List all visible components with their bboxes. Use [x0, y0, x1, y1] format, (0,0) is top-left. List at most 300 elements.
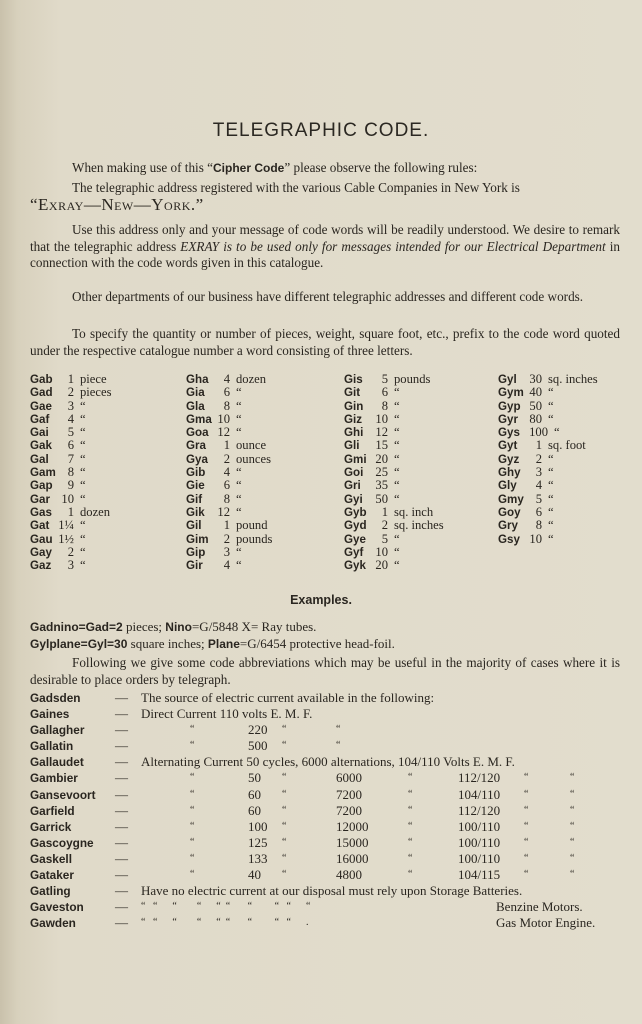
code-quantity: 2	[67, 385, 74, 400]
code-quantity: 8	[223, 398, 230, 413]
abbreviation-code: Gaveston	[30, 900, 84, 915]
code-quantity: 12	[375, 425, 388, 440]
code-word: Gif	[186, 492, 203, 506]
code-unit: “	[394, 438, 400, 453]
code-quantity: 1	[535, 438, 542, 453]
code-quantity: 1	[381, 504, 388, 519]
code-row	[186, 400, 336, 413]
abbreviation-description: Benzine Motors.	[496, 899, 583, 915]
dash: —	[115, 850, 128, 866]
code-quantity: 10	[61, 491, 74, 506]
abbreviation-cell: “	[282, 788, 287, 800]
abbreviation-cell: 60	[248, 802, 261, 818]
abbreviation-row	[30, 738, 630, 754]
abbreviation-cell: “	[282, 804, 287, 816]
code-quantity: 10	[375, 411, 388, 426]
code-row	[186, 533, 336, 546]
abbreviation-row	[30, 835, 630, 851]
code-quantity: 12	[217, 504, 230, 519]
abbreviation-code: Gawden	[30, 916, 76, 931]
code-row	[344, 546, 494, 559]
code-row	[498, 453, 642, 466]
abbreviation-cell: “	[190, 820, 195, 832]
abbreviation-cell: “	[524, 869, 529, 881]
code-word: Gae	[30, 399, 52, 413]
code-unit: “	[548, 504, 554, 519]
code-quantity: 10	[529, 531, 542, 546]
code-quantity: 25	[375, 465, 388, 480]
dash: —	[115, 899, 128, 915]
abbreviation-code: Garfield	[30, 803, 75, 818]
code-unit: “	[548, 491, 554, 506]
code-unit: “	[236, 411, 242, 426]
code-row	[186, 506, 336, 519]
code-unit: “	[394, 398, 400, 413]
code-unit: “	[394, 491, 400, 506]
example-text: =G/6454 protective head-foil.	[239, 636, 395, 651]
code-row	[344, 373, 494, 386]
code-unit: “	[236, 465, 242, 480]
abbreviation-cell: 12000	[336, 818, 369, 834]
abbreviation-cell: “	[524, 788, 529, 800]
code-quantity: 8	[535, 518, 542, 533]
abbreviation-cell: “	[408, 788, 413, 800]
abbreviation-cell: “	[570, 804, 575, 816]
telegraphic-address	[30, 197, 620, 215]
abbreviation-cell: “	[570, 788, 575, 800]
code-unit: “	[394, 558, 400, 573]
abbreviation-code: Gaines	[30, 707, 70, 722]
code-row	[344, 533, 494, 546]
code-unit: “	[548, 518, 554, 533]
dash: —	[115, 706, 128, 722]
code-quantity: 6	[223, 385, 230, 400]
code-word: Gip	[186, 545, 206, 559]
code-row	[186, 426, 336, 439]
abbreviation-row	[30, 787, 630, 803]
abbreviation-cell: “	[524, 804, 529, 816]
code-unit: “	[236, 398, 242, 413]
code-word: Gyb	[344, 505, 367, 519]
abbreviation-cell: 112/120	[458, 802, 501, 818]
abbreviation-code: Gambier	[30, 771, 78, 786]
code-unit: “	[80, 465, 86, 480]
code-unit: “	[80, 478, 86, 493]
code-word: Gim	[186, 532, 209, 546]
code-unit: “	[548, 385, 554, 400]
code-word: Gat	[30, 519, 50, 533]
code-word: Gap	[30, 479, 53, 493]
code-word: Gma	[186, 412, 212, 426]
code-quantity: 1	[223, 518, 230, 533]
code-quantity: 4	[535, 478, 542, 493]
abbreviation-cell: “	[190, 788, 195, 800]
code-quantity: 5	[381, 372, 388, 386]
code-word: Gla	[186, 399, 205, 413]
code-quantity: 9	[67, 478, 74, 493]
p3-italic: EXRAY is to be used only for messages intended for our Electrical Department	[180, 238, 606, 254]
code-row	[498, 519, 642, 532]
code-row	[30, 400, 180, 413]
code-word: Gie	[186, 479, 205, 493]
code-quantity: 2	[535, 451, 542, 466]
abbreviation-code: Gaskell	[30, 851, 72, 866]
code-quantity: 10	[375, 544, 388, 559]
abbreviation-cell: “	[190, 772, 195, 784]
abbreviation-description: Alternating Current 50 cycles, 6000 alternations, 104/110 Volts E. M. F.	[141, 754, 515, 770]
code-row	[186, 413, 336, 426]
abbreviation-cell: “	[190, 740, 195, 752]
code-word: Gmi	[344, 452, 367, 466]
example-line-1	[30, 619, 620, 635]
code-quantity: 8	[223, 491, 230, 506]
abbreviation-cell: “	[408, 820, 413, 832]
abbreviation-cell: 4800	[336, 867, 362, 883]
code-word: Gyd	[344, 519, 367, 533]
code-unit: “	[236, 425, 242, 440]
code-quantity: 3	[223, 544, 230, 559]
code-quantity: 2	[223, 531, 230, 546]
code-row	[30, 479, 180, 492]
ditto-marks: “ “ “ “ “ “ “ “ “ .	[141, 917, 309, 929]
code-row	[344, 479, 494, 492]
code-quantity: 6	[381, 385, 388, 400]
abbreviation-cell: “	[408, 869, 413, 881]
code-quantity: 3	[67, 558, 74, 573]
code-row	[30, 546, 180, 559]
code-row	[344, 439, 494, 452]
code-row	[498, 386, 642, 399]
code-row	[498, 413, 642, 426]
code-unit: “	[394, 531, 400, 546]
abbreviation-row	[30, 883, 630, 899]
code-unit: pieces	[80, 385, 112, 400]
code-quantity: 2	[381, 518, 388, 533]
abbreviation-cell: 100/110	[458, 818, 501, 834]
code-unit: “	[548, 478, 554, 493]
abbreviation-code: Gallatin	[30, 739, 74, 754]
abbreviation-cell: “	[190, 724, 195, 736]
abbreviation-cell: “	[524, 772, 529, 784]
code-word: Gyl	[498, 373, 517, 386]
cipher-code-label: Cipher Code	[213, 161, 285, 175]
code-unit: sq. inches	[548, 372, 598, 386]
code-quantity: 7	[67, 451, 74, 466]
code-row	[498, 373, 642, 386]
code-word: Gyf	[344, 545, 364, 559]
abbreviation-cell: 50	[248, 770, 261, 786]
example-code: Nino	[165, 620, 192, 634]
code-unit: “	[394, 544, 400, 559]
abbreviation-cell: “	[336, 740, 341, 752]
code-quantity: 6	[223, 478, 230, 493]
code-row	[186, 559, 336, 572]
code-row	[344, 413, 494, 426]
dash: —	[115, 786, 128, 802]
dash: —	[115, 867, 128, 883]
code-row	[498, 493, 642, 506]
abbreviation-cell: 100/110	[458, 850, 501, 866]
abbreviation-cell: “	[282, 836, 287, 848]
code-word: Gai	[30, 426, 49, 440]
dash: —	[115, 834, 128, 850]
code-quantity: 2	[67, 544, 74, 559]
abbreviation-row	[30, 706, 630, 722]
code-row	[344, 519, 494, 532]
abbreviation-cell: “	[190, 804, 195, 816]
code-unit: “	[236, 478, 242, 493]
code-word: Gyz	[498, 452, 520, 466]
code-column-2	[186, 373, 336, 572]
code-unit: “	[554, 425, 560, 440]
code-quantity: 80	[529, 411, 542, 426]
abbreviation-cell: “	[408, 836, 413, 848]
dash: —	[115, 770, 128, 786]
code-unit: “	[548, 411, 554, 426]
code-row	[30, 493, 180, 506]
code-unit: “	[548, 451, 554, 466]
abbreviation-cell: 16000	[336, 850, 369, 866]
code-quantity: 8	[381, 398, 388, 413]
code-unit: “	[548, 465, 554, 480]
code-unit: “	[394, 478, 400, 493]
abbreviation-cell: “	[570, 820, 575, 832]
abbreviation-code: Garrick	[30, 819, 72, 834]
example-text: =G/5848 X= Ray tubes.	[191, 619, 317, 634]
example-code: Gylplane=Gyl=30	[30, 637, 128, 651]
abbreviation-row	[30, 722, 630, 738]
code-row	[498, 400, 642, 413]
code-quantity: 4	[223, 372, 230, 386]
code-row	[30, 533, 180, 546]
code-row	[30, 426, 180, 439]
code-quantity: 4	[223, 558, 230, 573]
code-row	[344, 400, 494, 413]
code-quantity: 5	[381, 531, 388, 546]
code-row	[186, 386, 336, 399]
abbreviation-cell: 15000	[336, 834, 369, 850]
code-quantity: 1	[223, 438, 230, 453]
code-unit: “	[80, 438, 86, 453]
code-quantity: 50	[375, 491, 388, 506]
abbreviation-cell: 7200	[336, 802, 362, 818]
examples-heading: Examples.	[290, 593, 352, 607]
abbreviation-row	[30, 754, 630, 770]
code-row	[344, 559, 494, 572]
abbreviation-description: Gas Motor Engine.	[496, 915, 596, 931]
code-word: Gyp	[498, 399, 521, 413]
abbreviation-cell: 100	[248, 818, 268, 834]
code-row	[498, 533, 642, 546]
code-row	[30, 506, 180, 519]
abbreviation-cell: “	[282, 820, 287, 832]
code-unit: “	[80, 558, 86, 573]
code-unit: pounds	[236, 531, 273, 546]
example-text: pieces;	[122, 619, 166, 634]
code-column-1	[30, 373, 180, 572]
code-row	[498, 466, 642, 479]
code-row	[344, 426, 494, 439]
abbreviation-cell: “	[282, 852, 287, 864]
code-unit: “	[236, 558, 242, 573]
abbreviation-cell: “	[524, 820, 529, 832]
abbreviation-cell: 40	[248, 867, 261, 883]
abbreviation-cell: 220	[248, 722, 268, 738]
abbreviation-row	[30, 690, 630, 706]
code-unit: “	[80, 491, 86, 506]
code-word: Gab	[30, 373, 53, 386]
dash: —	[115, 883, 128, 899]
code-quantity: 3	[535, 465, 542, 480]
abbreviation-cell: “	[408, 804, 413, 816]
code-row	[344, 506, 494, 519]
code-row	[30, 386, 180, 399]
code-word: Gmy	[498, 492, 524, 506]
code-word: Gak	[30, 439, 52, 453]
code-quantity: 10	[217, 411, 230, 426]
code-unit: pounds	[394, 372, 431, 386]
code-word: Gil	[186, 519, 202, 533]
dash: —	[115, 738, 128, 754]
code-row	[186, 373, 336, 386]
abbreviation-description: Direct Current 110 volts E. M. F.	[141, 706, 313, 722]
code-word: Gsy	[498, 532, 520, 546]
code-quantity: 1½	[58, 531, 74, 546]
code-row	[30, 519, 180, 532]
abbreviation-cell: 7200	[336, 786, 362, 802]
abbreviation-code: Gascoygne	[30, 835, 94, 850]
code-unit: “	[80, 451, 86, 466]
code-unit: “	[80, 411, 86, 426]
code-row	[186, 453, 336, 466]
code-unit: dozen	[80, 504, 111, 519]
abbreviation-cell: 6000	[336, 770, 362, 786]
code-column-4	[498, 373, 642, 546]
code-word: Gin	[344, 399, 364, 413]
abbreviation-cell: 125	[248, 834, 268, 850]
code-word: Gaz	[30, 559, 52, 573]
intro-paragraph-1	[30, 160, 620, 177]
code-row	[498, 426, 642, 439]
code-unit: “	[548, 531, 554, 546]
code-unit: “	[236, 385, 242, 400]
code-unit: sq. inch	[394, 504, 434, 519]
code-quantity: 15	[375, 438, 388, 453]
dash: —	[115, 915, 128, 931]
code-unit: sq. inches	[394, 518, 444, 533]
abbreviation-cell: “	[336, 724, 341, 736]
code-quantity: 4	[223, 465, 230, 480]
code-unit: piece	[80, 372, 107, 386]
abbreviation-list	[30, 690, 630, 931]
code-unit: “	[80, 398, 86, 413]
p3-text: Use this address only and your message of code words will be readily understood. We desire to remark that the telegraphic address	[30, 222, 620, 254]
code-row	[30, 453, 180, 466]
code-quantity: 20	[375, 558, 388, 573]
code-word: Gli	[344, 439, 360, 453]
address-text: “Exray—New—York.”	[30, 195, 204, 214]
abbreviation-cell: “	[282, 869, 287, 881]
abbreviation-row	[30, 915, 630, 931]
code-word: Gau	[30, 532, 53, 546]
example-code: Plane	[207, 637, 240, 651]
abbreviation-cell: “	[570, 836, 575, 848]
abbreviation-cell: “	[190, 869, 195, 881]
code-word: Goy	[498, 505, 521, 519]
abbreviation-code: Gadsden	[30, 691, 81, 705]
code-quantity: 1	[67, 372, 74, 386]
code-row	[344, 493, 494, 506]
code-row	[186, 519, 336, 532]
code-row	[30, 439, 180, 452]
intro-text: ” please observe the following rules:	[284, 160, 478, 175]
code-word: Gyi	[344, 492, 363, 506]
code-row	[186, 466, 336, 479]
code-unit: “	[80, 531, 86, 546]
code-word: Gik	[186, 505, 205, 519]
code-unit: “	[236, 504, 242, 519]
dash: —	[115, 818, 128, 834]
code-word: Gyr	[498, 412, 518, 426]
abbreviation-cell: “	[570, 772, 575, 784]
code-row	[30, 413, 180, 426]
code-word: Gis	[344, 373, 363, 386]
code-unit: dozen	[236, 372, 267, 386]
code-word: Gry	[498, 519, 518, 533]
dash: —	[115, 802, 128, 818]
code-word: Gir	[186, 559, 203, 573]
code-row	[30, 373, 180, 386]
code-unit: “	[394, 411, 400, 426]
code-quantity: 1	[67, 504, 74, 519]
code-word: Goa	[186, 426, 209, 440]
code-word: Gye	[344, 532, 366, 546]
abbreviation-cell: “	[524, 836, 529, 848]
code-unit: “	[80, 544, 86, 559]
code-row	[344, 386, 494, 399]
abbreviation-code: Gallagher	[30, 723, 85, 738]
code-quantity: 20	[375, 451, 388, 466]
abbreviation-code: Gansevoort	[30, 787, 96, 802]
code-quantity: 6	[67, 438, 74, 453]
code-word: Gal	[30, 452, 49, 466]
code-quantity: 100	[529, 425, 548, 440]
code-word: Giz	[344, 412, 363, 426]
dash: —	[115, 754, 128, 770]
abbreviation-cell: “	[190, 836, 195, 848]
abbreviation-cell: 500	[248, 738, 268, 754]
abbreviation-row	[30, 803, 630, 819]
code-word: Gri	[344, 479, 361, 493]
code-word: Gly	[498, 479, 517, 493]
ditto-marks: “ “ “ “ “ “ “ “ “ “	[141, 901, 311, 913]
example-text: square inches;	[127, 636, 208, 651]
abbreviation-cell: “	[282, 740, 287, 752]
abbreviation-cell: 104/115	[458, 867, 501, 883]
code-word: Gia	[186, 386, 205, 400]
abbreviation-cell: “	[408, 852, 413, 864]
code-word: Gar	[30, 492, 50, 506]
abbreviations-intro: Following we give some code abbreviations which may be useful in the majority of cases where it is desirable to place orders by telegraph.	[30, 655, 620, 687]
abbreviation-row	[30, 770, 630, 786]
code-word: Gyk	[344, 559, 366, 573]
code-unit: “	[548, 398, 554, 413]
example-code: Gadnino=Gad=2	[30, 620, 123, 634]
abbreviation-cell: “	[282, 724, 287, 736]
code-unit: “	[236, 544, 242, 559]
abbreviation-cell: “	[524, 852, 529, 864]
abbreviation-cell: 133	[248, 850, 268, 866]
